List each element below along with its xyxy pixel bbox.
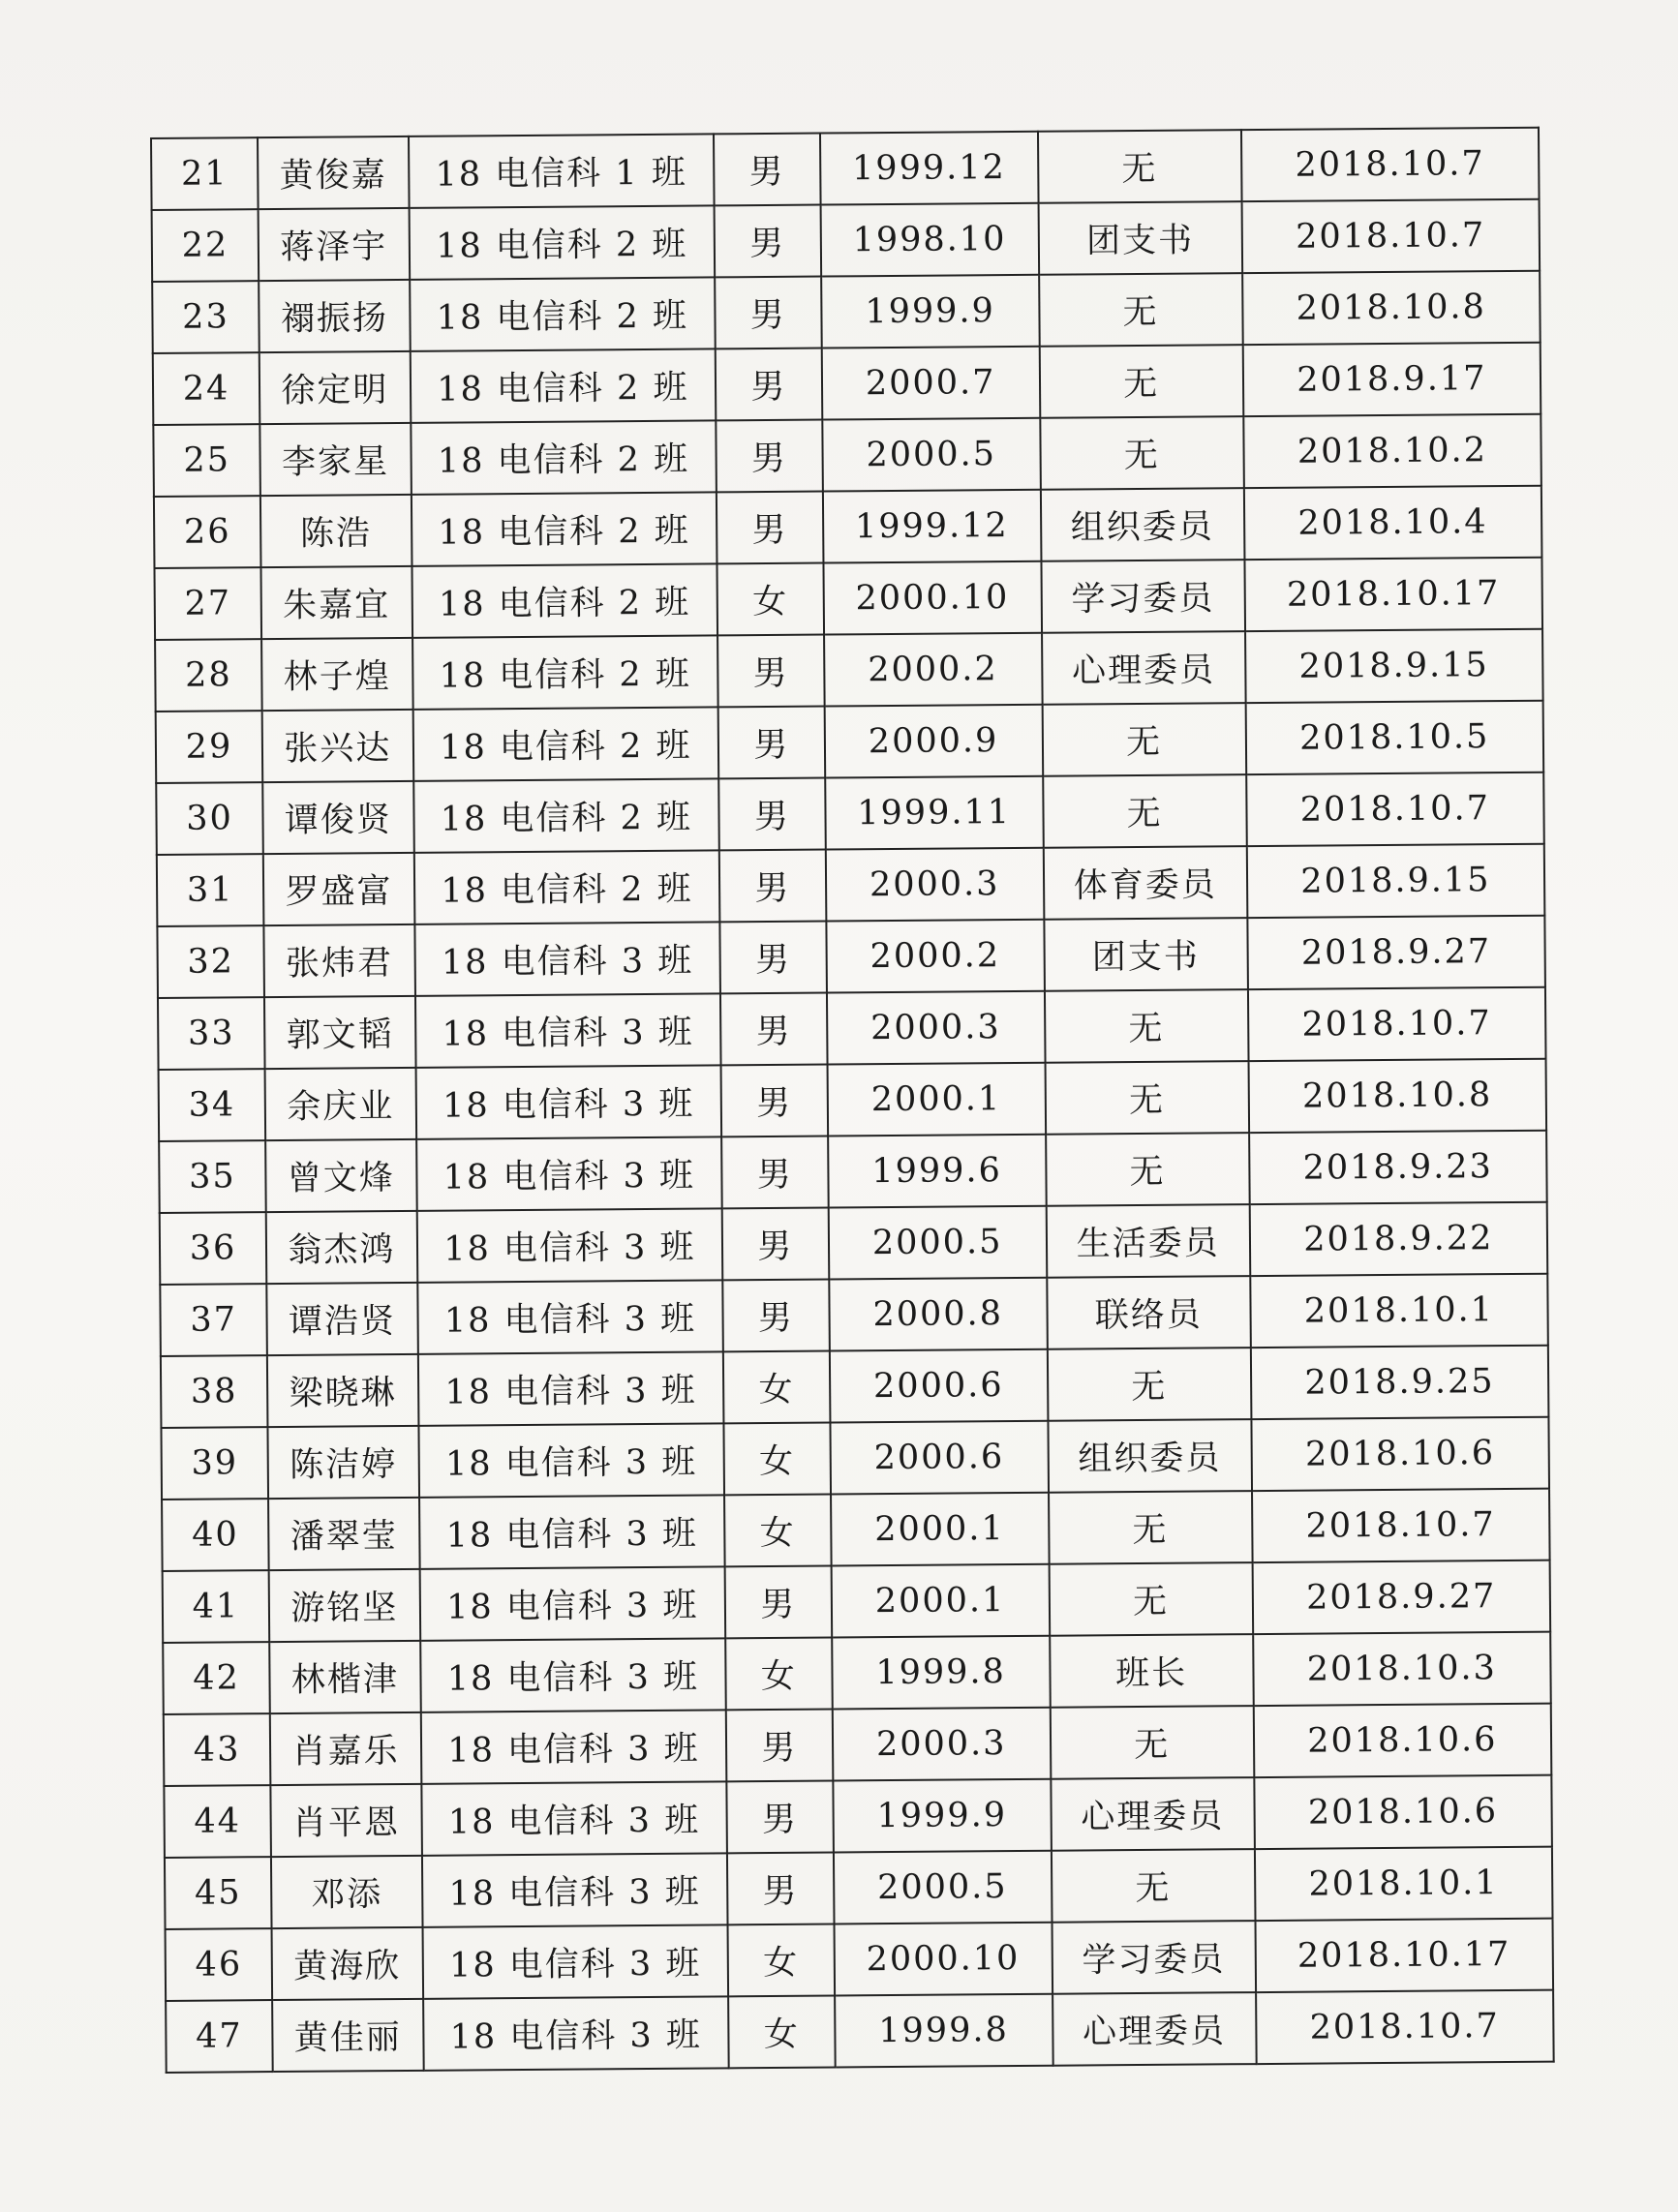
cell-position: 无	[1049, 1562, 1253, 1636]
cell-name: 翁杰鸿	[266, 1211, 417, 1284]
cell-birth-date: 2000.3	[826, 848, 1044, 922]
cell-sex: 男	[726, 1710, 833, 1782]
cell-join-date: 2018.10.6	[1253, 1704, 1551, 1777]
cell-join-date: 2018.9.17	[1242, 343, 1541, 416]
cell-number: 40	[162, 1499, 269, 1571]
cell-position: 无	[1047, 1348, 1251, 1421]
cell-join-date: 2018.9.27	[1252, 1561, 1550, 1634]
cell-class: 18 电信科 3 班	[417, 1280, 723, 1353]
table-row	[156, 701, 1544, 783]
roster-table-body	[151, 128, 1554, 2073]
cell-number: 45	[165, 1857, 272, 1929]
cell-position: 联络员	[1047, 1276, 1251, 1349]
cell-sex: 男	[716, 348, 822, 421]
cell-position: 无	[1046, 1133, 1250, 1206]
table-row	[152, 199, 1541, 282]
cell-sex: 男	[720, 993, 827, 1066]
cell-sex: 男	[714, 134, 820, 206]
cell-position: 组织委员	[1048, 1419, 1252, 1493]
cell-number: 35	[159, 1140, 266, 1213]
table-row	[153, 414, 1541, 497]
cell-birth-date: 2000.9	[824, 705, 1042, 778]
cell-sex: 男	[719, 922, 826, 994]
table-row	[157, 916, 1545, 998]
cell-class: 18 电信科 3 班	[419, 1495, 725, 1568]
cell-class: 18 电信科 3 班	[418, 1351, 724, 1425]
table-row	[161, 1346, 1549, 1428]
cell-birth-date: 2000.6	[830, 1349, 1048, 1423]
cell-class: 18 电信科 3 班	[416, 1136, 722, 1210]
cell-position: 学习委员	[1041, 560, 1245, 633]
table-row	[154, 486, 1542, 568]
cell-birth-date: 2000.5	[822, 418, 1040, 492]
cell-number: 39	[161, 1427, 268, 1500]
cell-name: 黄俊嘉	[258, 136, 409, 209]
cell-position: 无	[1038, 130, 1242, 203]
cell-birth-date: 2000.2	[824, 633, 1042, 707]
cell-name: 张炜君	[263, 924, 414, 997]
cell-birth-date: 1998.10	[820, 203, 1038, 277]
cell-class: 18 电信科 3 班	[414, 922, 720, 995]
cell-position: 团支书	[1038, 201, 1242, 275]
cell-sex: 女	[728, 1924, 835, 1997]
cell-name: 陈浩	[260, 495, 412, 567]
cell-birth-date: 2000.7	[821, 347, 1039, 420]
cell-class: 18 电信科 3 班	[416, 1208, 722, 1282]
cell-birth-date: 2000.8	[829, 1278, 1047, 1351]
cell-sex: 男	[715, 205, 821, 278]
table-row	[158, 987, 1546, 1070]
cell-class: 18 电信科 3 班	[421, 1781, 727, 1855]
cell-position: 无	[1039, 273, 1243, 347]
cell-name: 曾文烽	[265, 1139, 416, 1212]
cell-position: 无	[1043, 774, 1247, 848]
cell-class: 18 电信科 2 班	[410, 348, 716, 422]
cell-class: 18 电信科 2 班	[410, 277, 716, 350]
cell-birth-date: 2000.5	[828, 1206, 1046, 1280]
cell-sex: 男	[725, 1566, 832, 1639]
cell-number: 27	[154, 567, 261, 640]
cell-number: 23	[152, 281, 259, 353]
cell-name: 肖嘉乐	[270, 1712, 421, 1785]
cell-number: 25	[153, 424, 260, 497]
cell-birth-date: 1999.6	[828, 1135, 1046, 1208]
cell-class: 18 电信科 3 班	[423, 1996, 729, 2070]
cell-join-date: 2018.10.7	[1241, 128, 1540, 201]
table-row	[159, 1059, 1547, 1141]
cell-name: 朱嘉宜	[261, 566, 412, 639]
cell-number: 41	[163, 1570, 270, 1643]
cell-class: 18 电信科 3 班	[422, 1924, 728, 1998]
cell-class: 18 电信科 3 班	[422, 1853, 728, 1926]
cell-class: 18 电信科 3 班	[415, 993, 721, 1067]
cell-position: 心理委员	[1051, 1777, 1255, 1851]
cell-join-date: 2018.9.23	[1249, 1131, 1547, 1204]
table-row	[154, 558, 1542, 640]
cell-sex: 男	[722, 1208, 829, 1281]
cell-name: 黄海欣	[272, 1927, 423, 2000]
cell-class: 18 电信科 2 班	[409, 205, 715, 279]
cell-name: 张兴达	[262, 710, 413, 782]
cell-sex: 男	[717, 635, 824, 708]
cell-join-date: 2018.10.6	[1251, 1417, 1549, 1491]
cell-class: 18 电信科 2 班	[412, 492, 717, 565]
cell-class: 18 电信科 2 班	[414, 850, 720, 924]
cell-sex: 男	[722, 1280, 829, 1352]
cell-sex: 男	[718, 778, 825, 851]
cell-join-date: 2018.10.8	[1242, 271, 1541, 345]
cell-birth-date: 2000.2	[826, 920, 1044, 993]
cell-number: 28	[155, 639, 262, 712]
cell-birth-date: 1999.8	[832, 1636, 1050, 1710]
cell-birth-date: 2000.10	[823, 561, 1041, 635]
cell-position: 无	[1039, 345, 1243, 418]
table-row	[162, 1489, 1550, 1571]
cell-name: 梁晓琳	[267, 1354, 418, 1427]
cell-birth-date: 1999.9	[821, 275, 1039, 348]
cell-sex: 女	[724, 1495, 831, 1567]
cell-join-date: 2018.10.17	[1255, 1919, 1553, 1992]
cell-birth-date: 1999.9	[833, 1779, 1051, 1853]
cell-number: 37	[160, 1284, 267, 1356]
table-row	[163, 1632, 1551, 1714]
cell-join-date: 2018.10.3	[1253, 1632, 1551, 1706]
cell-birth-date: 2000.1	[827, 1063, 1045, 1136]
cell-position: 体育委员	[1043, 846, 1247, 920]
cell-position: 无	[1040, 416, 1244, 490]
cell-join-date: 2018.9.25	[1251, 1346, 1549, 1419]
table-row	[160, 1274, 1548, 1356]
cell-birth-date: 1999.12	[823, 490, 1041, 563]
table-row	[166, 1990, 1554, 2073]
cell-number: 29	[156, 711, 263, 783]
table-row	[157, 844, 1545, 926]
table-row	[164, 1775, 1552, 1858]
cell-name: 余庆业	[265, 1068, 416, 1140]
cell-number: 22	[152, 209, 259, 282]
table-row	[164, 1704, 1552, 1786]
cell-number: 42	[163, 1642, 270, 1714]
cell-join-date: 2018.9.27	[1247, 916, 1545, 989]
cell-number: 44	[164, 1785, 271, 1858]
cell-birth-date: 2000.1	[831, 1564, 1049, 1638]
cell-class: 18 电信科 2 班	[412, 635, 718, 709]
cell-number: 46	[166, 1928, 273, 2001]
cell-position: 学习委员	[1052, 1921, 1256, 1994]
table-row	[166, 1919, 1554, 2001]
cell-number: 26	[154, 496, 261, 568]
cell-name: 邓添	[271, 1856, 422, 1928]
table-row	[153, 343, 1541, 425]
cell-number: 30	[156, 782, 263, 855]
cell-sex: 男	[717, 492, 823, 564]
cell-sex: 男	[721, 1065, 828, 1137]
cell-position: 心理委员	[1053, 1992, 1257, 2066]
cell-name: 李家星	[259, 423, 411, 496]
cell-sex: 女	[723, 1351, 830, 1424]
cell-position: 生活委员	[1046, 1204, 1250, 1278]
cell-position: 班长	[1050, 1634, 1254, 1708]
cell-sex: 女	[717, 563, 823, 636]
cell-number: 33	[158, 997, 265, 1070]
cell-class: 18 电信科 3 班	[420, 1710, 726, 1783]
cell-sex: 男	[718, 707, 825, 779]
cell-class: 18 电信科 2 班	[412, 707, 718, 780]
cell-name: 潘翠莹	[268, 1498, 419, 1570]
cell-name: 林子煌	[261, 638, 412, 711]
cell-birth-date: 2000.3	[827, 991, 1045, 1065]
cell-join-date: 2018.9.15	[1246, 844, 1544, 918]
cell-position: 团支书	[1044, 918, 1248, 991]
cell-join-date: 2018.10.2	[1243, 414, 1541, 488]
cell-number: 34	[159, 1069, 266, 1141]
cell-class: 18 电信科 1 班	[409, 134, 715, 207]
cell-join-date: 2018.10.7	[1252, 1489, 1550, 1562]
cell-join-date: 2018.9.22	[1249, 1202, 1547, 1276]
cell-join-date: 2018.10.7	[1248, 987, 1546, 1061]
cell-name: 黄佳丽	[272, 1999, 423, 2072]
cell-sex: 男	[719, 850, 826, 923]
cell-join-date: 2018.10.7	[1256, 1990, 1554, 2064]
cell-join-date: 2018.10.7	[1246, 773, 1544, 846]
cell-position: 无	[1049, 1491, 1253, 1564]
cell-birth-date: 1999.12	[820, 132, 1038, 205]
cell-class: 18 电信科 3 班	[418, 1423, 724, 1497]
cell-number: 32	[157, 925, 264, 998]
cell-sex: 男	[721, 1136, 828, 1209]
cell-birth-date: 2000.10	[834, 1923, 1052, 1996]
cell-name: 游铭坚	[269, 1569, 420, 1642]
cell-position: 无	[1045, 1061, 1249, 1135]
cell-sex: 女	[725, 1638, 832, 1711]
cell-number: 21	[151, 137, 259, 210]
cell-position: 无	[1042, 703, 1246, 776]
cell-name: 林楷津	[269, 1641, 420, 1713]
cell-join-date: 2018.10.4	[1244, 486, 1542, 560]
cell-number: 43	[164, 1713, 271, 1786]
cell-sex: 女	[723, 1423, 830, 1496]
cell-name: 肖平恩	[270, 1784, 421, 1857]
table-row	[151, 128, 1540, 210]
roster-table	[150, 127, 1555, 2074]
cell-number: 36	[160, 1212, 267, 1285]
cell-join-date: 2018.10.7	[1241, 199, 1540, 273]
table-row	[159, 1131, 1547, 1213]
cell-class: 18 电信科 2 班	[412, 563, 717, 637]
cell-join-date: 2018.10.1	[1255, 1847, 1553, 1921]
table-row	[156, 773, 1544, 855]
cell-join-date: 2018.10.8	[1248, 1059, 1546, 1133]
cell-name: 罗盛富	[263, 853, 414, 925]
table-row	[152, 271, 1541, 353]
cell-number: 47	[166, 2000, 273, 2073]
cell-position: 心理委员	[1042, 631, 1246, 705]
table-row	[155, 629, 1543, 712]
cell-sex: 女	[728, 1996, 835, 2069]
cell-join-date: 2018.10.5	[1245, 701, 1543, 774]
cell-birth-date: 2000.1	[831, 1493, 1049, 1566]
cell-birth-date: 1999.11	[825, 776, 1043, 850]
cell-birth-date: 2000.6	[830, 1421, 1048, 1495]
table-row	[161, 1417, 1549, 1500]
cell-class: 18 电信科 3 班	[415, 1065, 721, 1138]
cell-birth-date: 2000.5	[834, 1851, 1052, 1924]
cell-position: 无	[1045, 989, 1249, 1063]
cell-sex: 男	[715, 277, 821, 349]
cell-class: 18 电信科 3 班	[419, 1566, 725, 1640]
cell-name: 蒋泽宇	[259, 208, 410, 281]
cell-class: 18 电信科 2 班	[413, 778, 719, 852]
cell-join-date: 2018.10.1	[1250, 1274, 1548, 1348]
cell-sex: 男	[716, 420, 822, 493]
cell-birth-date: 1999.8	[835, 1994, 1053, 2068]
cell-number: 38	[161, 1355, 268, 1428]
table-row	[163, 1561, 1551, 1643]
cell-number: 31	[157, 854, 264, 926]
cell-position: 组织委员	[1041, 488, 1245, 561]
cell-position: 无	[1050, 1706, 1254, 1779]
cell-position: 无	[1052, 1849, 1256, 1923]
table-row	[165, 1847, 1553, 1929]
table-row	[160, 1202, 1548, 1285]
cell-class: 18 电信科 3 班	[420, 1638, 726, 1712]
cell-name: 郭文韬	[264, 996, 415, 1069]
cell-name: 谭俊贤	[262, 781, 413, 854]
cell-sex: 男	[726, 1781, 833, 1854]
cell-join-date: 2018.10.6	[1254, 1775, 1552, 1849]
cell-name: 徐定明	[259, 351, 411, 424]
cell-class: 18 电信科 2 班	[411, 420, 717, 494]
cell-number: 24	[153, 352, 260, 425]
cell-join-date: 2018.10.17	[1244, 558, 1542, 631]
cell-birth-date: 2000.3	[832, 1708, 1050, 1781]
cell-join-date: 2018.9.15	[1245, 629, 1543, 703]
cell-name: 陈洁婷	[268, 1426, 419, 1499]
cell-name: 谭浩贤	[266, 1283, 417, 1355]
cell-sex: 男	[727, 1853, 834, 1925]
cell-name: 禤振扬	[259, 280, 410, 352]
